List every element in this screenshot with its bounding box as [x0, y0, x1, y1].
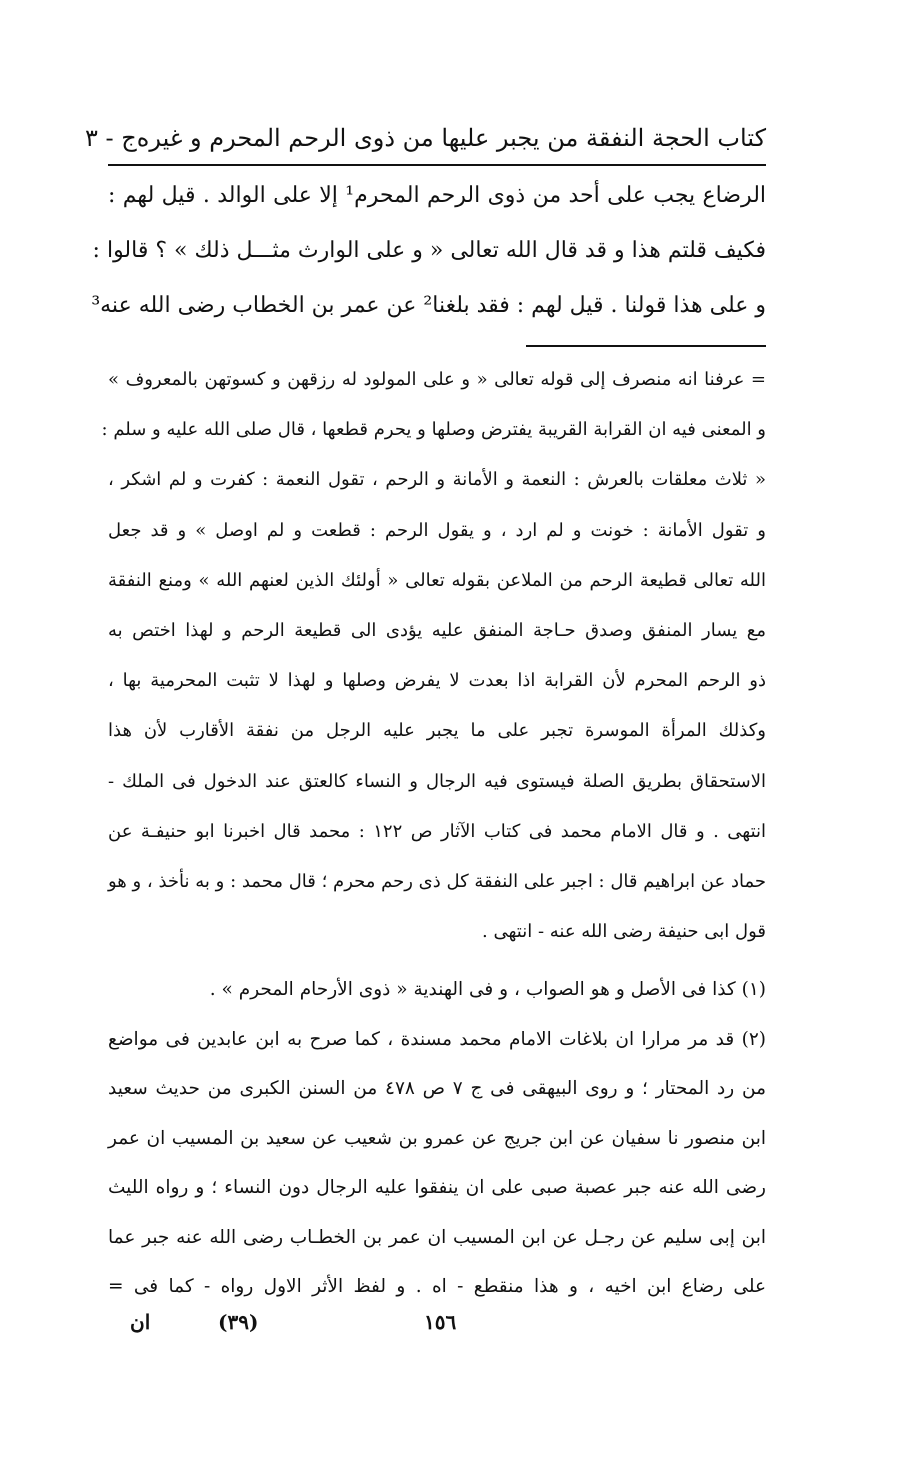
footnotes: [108, 965, 766, 1312]
footnote-1: (١) كذا فى الأصل و هو الصواب ، و فى الهندية « ذوى الأرحام المحرم » .: [209, 979, 766, 1001]
commentary-line: الله تعالى قطيعة الرحم من الملاعن بقوله تعالى « أولئك الذين لعنهم الله » ومنع النفقة: [108, 569, 766, 591]
catchword: ان: [130, 1310, 151, 1334]
sheet-number: (٣٩): [218, 1310, 259, 1334]
main-text: [91, 168, 767, 333]
page-number: ١٥٦: [424, 1310, 457, 1334]
notes-divider: [526, 345, 766, 347]
commentary-line: و تقول الأمانة : خونت و لم ارد ، و يقول الرحم : قطعت و لم اوصل » و قد جعل: [108, 519, 766, 541]
header-title: كتاب الحجة النفقة من يجبر عليها من ذوى الرحم المحرم و غيره: [136, 124, 766, 152]
commentary-line: انتهى . و قال الامام محمد فى كتاب الآثار ص ١٢٢ : محمد قال اخبرنا ابو حنيفـة عن: [108, 820, 767, 842]
commentary-line: « ثلاث معلقات بالعرش : النعمة و الأمانة و الرحم ، تقول النعمة : كفرت و لم اشكر ،: [108, 469, 766, 491]
main-text-line: فكيف قلتم هذا و قد قال الله تعالى « و على الوارث مثـــل ذلك » ؟ قالوا :: [92, 238, 766, 263]
commentary-line: = عرفنا انه منصرف إلى قوله تعالى « و على المولود له رزقهن و كسوتهن بالمعروف »: [108, 369, 766, 390]
commentary-line: الاستحقاق بطريق الصلة فيستوى فيه الرجال و النساء كالعتق عند الدخول فى الملك -: [108, 770, 766, 792]
footnote-2: (٢) قد مر مرارا ان بلاغات الامام محمد مسندة ، كما صرح به ابن عابدين فى مواضع: [108, 1028, 766, 1050]
footnote-line: من رد المحتار ؛ و روى البيهقى فى ج ٧ ص ٤٧٨ من السنن الكبرى من حديث سعيد: [108, 1078, 766, 1100]
footnote-line: ابن إبى سليم عن رجـل عن ابن المسيب ان عمر بن الخطـاب رضى الله عنه جبر عما: [108, 1226, 766, 1248]
main-text-line: و على هذا قولنا . قيل لهم : فقد بلغنا² عن عمر بن الخطاب رضى الله عنه³: [91, 293, 766, 318]
header-volume: ج - ٣: [85, 124, 137, 152]
commentary-line: قول ابى حنيفة رضى الله عنه - انتهى .: [482, 921, 766, 943]
commentary-line: حماد عن ابراهيم قال : اجبر على النفقة كل ذى رحم محرم ؛ قال محمد : و به نأخذ ، و هو: [108, 870, 766, 892]
page-footer: [108, 1310, 766, 1340]
footnote-line: على رضاع ابن اخيه ، و هذا منقطع - اه . و لفظ الأثر الاول رواه - كما فى =: [108, 1276, 766, 1298]
running-header: [85, 112, 766, 166]
commentary-line: مع يسار المنفق وصدق حـاجة المنفق عليه يؤدى الى قطيعة الرحم و لهذا اختص به: [108, 619, 766, 641]
commentary-line: و المعنى فيه ان القرابة القريبة يفترض وصلها و يحرم قطعها ، قال صلى الله عليه و سلم :: [101, 419, 766, 441]
main-text-line: الرضاع يجب على أحد من ذوى الرحم المحرم¹ إلا على الوالد . قيل لهم :: [108, 183, 767, 208]
footnote-line: ابن منصور نا سفيان عن ابن جريج عن عمرو بن شعيب عن سعيد بن المسيب ان عمر: [108, 1127, 766, 1149]
commentary-line: ذو الرحم المحرم لأن القرابة اذا بعدت لا يفرض وصلها و لهذا لا تثبت المحرمية بها ،: [108, 670, 766, 692]
commentary: [101, 355, 767, 957]
commentary-line: وكذلك المرأة الموسرة تجبر على ما يجبر عليه الرجل من نفقة الأقارب لأن هذا: [108, 720, 766, 742]
book-page: [85, 112, 767, 1312]
footnote-line: رضى الله عنه جبر عصبة صبى على ان ينفقوا عليه الرجال دون النساء ؛ و رواه الليث: [108, 1177, 766, 1199]
